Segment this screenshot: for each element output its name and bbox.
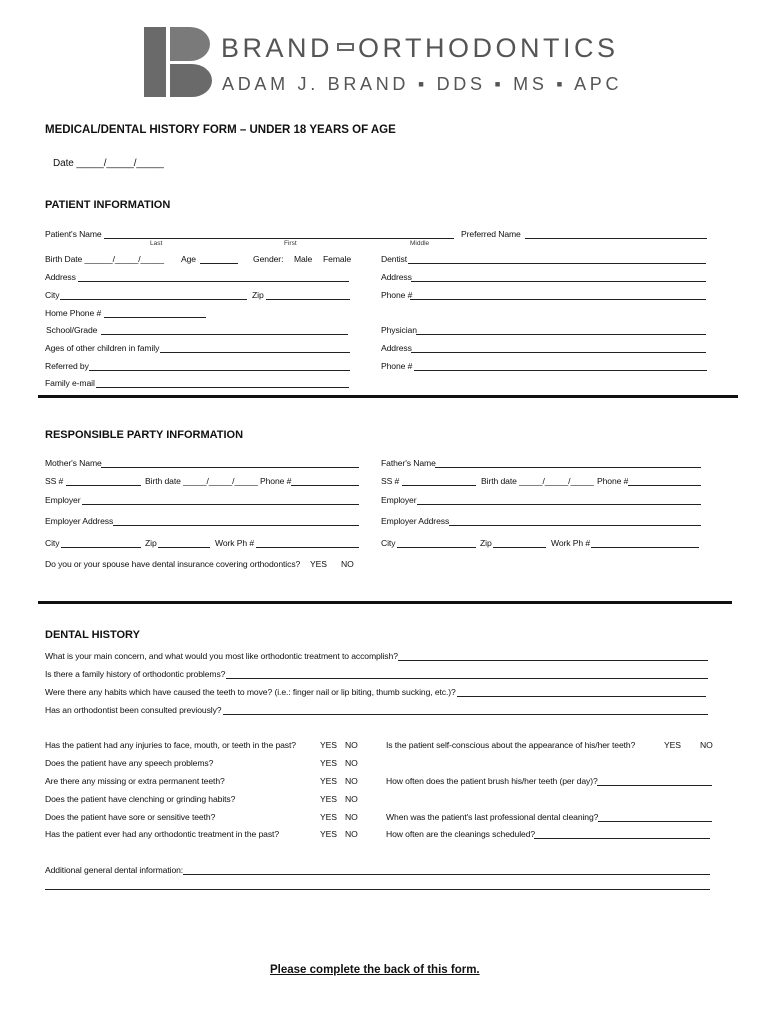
dental-q2-line[interactable] — [226, 678, 708, 679]
insurance-question: Do you or your spouse have dental insurance covering orthodontics? — [45, 559, 301, 569]
left-question: Does the patient have any speech problems? — [45, 758, 214, 768]
left-q1-yes[interactable]: YES — [320, 740, 337, 750]
right-question-brush: How often does the patient brush his/her teeth (per day)? — [386, 776, 598, 786]
additional-info-label: Additional general dental information: — [45, 865, 184, 875]
father-work-ph-line[interactable] — [591, 547, 699, 548]
left-q4-no[interactable]: NO — [345, 794, 358, 804]
father-phone-line[interactable] — [628, 485, 701, 486]
address-line[interactable] — [78, 281, 349, 282]
dental-q4: Has an orthodontist been consulted previously? — [45, 705, 222, 715]
brush-line[interactable] — [597, 785, 712, 786]
brand-b-logo — [144, 27, 212, 97]
patient-name-line[interactable] — [104, 238, 454, 239]
left-q6-no[interactable]: NO — [345, 829, 358, 839]
physician-address-label: Address — [381, 343, 412, 353]
dentist-address-line[interactable] — [411, 281, 706, 282]
left-q5-no[interactable]: NO — [345, 812, 358, 822]
father-zip-label: Zip — [480, 538, 492, 548]
left-question: Does the patient have clenching or grinding habits? — [45, 794, 236, 804]
left-q6-yes[interactable]: YES — [320, 829, 337, 839]
mother-employer-label: Employer — [45, 495, 81, 505]
date-field[interactable]: Date _____/_____/_____ — [53, 158, 164, 169]
mother-city-line[interactable] — [61, 547, 141, 548]
father-employer-label: Employer — [381, 495, 417, 505]
right-q1-no[interactable]: NO — [700, 740, 713, 750]
father-city-line[interactable] — [397, 547, 476, 548]
mother-employer-address-line[interactable] — [113, 525, 359, 526]
mother-phone-line[interactable] — [291, 485, 359, 486]
left-q1-no[interactable]: NO — [345, 740, 358, 750]
referred-label: Referred by — [45, 361, 89, 371]
right-question-cleaning-schedule: How often are the cleanings scheduled? — [386, 829, 536, 839]
mother-city-label: City — [45, 538, 60, 548]
father-employer-line[interactable] — [417, 504, 701, 505]
left-question: Are there any missing or extra permanent teeth? — [45, 776, 225, 786]
mother-birthdate[interactable]: Birth date _____/_____/_____ — [145, 476, 258, 486]
family-email-line[interactable] — [96, 387, 349, 388]
dental-q2: Is there a family history of orthodontic problems? — [45, 669, 226, 679]
left-question: Has the patient ever had any orthodontic treatment in the past? — [45, 829, 279, 839]
father-ss-line[interactable] — [402, 485, 476, 486]
dental-q1: What is your main concern, and what would you most like orthodontic treatment to accomplish? — [45, 651, 398, 661]
father-name-label: Father's Name — [381, 458, 436, 468]
age-line[interactable] — [200, 263, 238, 264]
right-q1-yes[interactable]: YES — [664, 740, 681, 750]
father-zip-line[interactable] — [493, 547, 546, 548]
mother-ss-line[interactable] — [66, 485, 141, 486]
dental-q3: Were there any habits which have caused the teeth to move? (i.e.: finger nail or lip biting, thumb sucking, etc.)? — [45, 687, 456, 697]
left-q2-yes[interactable]: YES — [320, 758, 337, 768]
responsible-heading: RESPONSIBLE PARTY INFORMATION — [45, 429, 244, 441]
section-divider — [38, 395, 738, 398]
physician-phone-label: Phone # — [381, 361, 413, 371]
right-question-self-conscious: Is the patient self-conscious about the appearance of his/her teeth? — [386, 740, 636, 750]
name-sub-last: Last — [150, 240, 163, 247]
left-q3-yes[interactable]: YES — [320, 776, 337, 786]
physician-phone-line[interactable] — [414, 370, 707, 371]
name-sub-middle: Middle — [410, 240, 430, 247]
left-q4-yes[interactable]: YES — [320, 794, 337, 804]
age-label: Age — [181, 254, 196, 264]
dentist-line[interactable] — [408, 263, 706, 264]
physician-address-line[interactable] — [411, 352, 706, 353]
physician-line[interactable] — [416, 334, 706, 335]
form-title: MEDICAL/DENTAL HISTORY FORM – UNDER 18 YEARS OF AGE — [45, 124, 396, 136]
insurance-yes[interactable]: YES — [310, 559, 327, 569]
mother-zip-label: Zip — [145, 538, 157, 548]
dental-q4-line[interactable] — [223, 714, 708, 715]
father-birthdate[interactable]: Birth date _____/_____/_____ — [481, 476, 594, 486]
address-label: Address — [45, 272, 76, 282]
left-q2-no[interactable]: NO — [345, 758, 358, 768]
gender-male[interactable]: Male — [294, 254, 313, 264]
dental-q3-line[interactable] — [457, 696, 706, 697]
name-sub-first: First — [284, 240, 297, 247]
mother-name-label: Mother's Name — [45, 458, 102, 468]
mother-name-line[interactable] — [101, 467, 359, 468]
brand-title: BRAND ORTHODONTICS — [221, 33, 619, 63]
father-city-label: City — [381, 538, 396, 548]
gender-female[interactable]: Female — [323, 254, 352, 264]
cleaning-schedule-line[interactable] — [534, 838, 710, 839]
father-employer-address-line[interactable] — [449, 525, 701, 526]
school-label: School/Grade — [46, 325, 98, 335]
referred-line[interactable] — [89, 370, 350, 371]
zip-line[interactable] — [266, 299, 350, 300]
additional-info-line-2[interactable] — [45, 889, 710, 890]
brand-subtitle: ADAM J. BRAND ▪ DDS ▪ MS ▪ APC — [222, 74, 623, 94]
left-question: Has the patient had any injuries to face, mouth, or teeth in the past? — [45, 740, 296, 750]
father-work-ph-label: Work Ph # — [551, 538, 591, 548]
zip-label: Zip — [252, 290, 264, 300]
mother-work-ph-line[interactable] — [256, 547, 359, 548]
dental-history-heading: DENTAL HISTORY — [45, 629, 140, 641]
left-q5-yes[interactable]: YES — [320, 812, 337, 822]
dental-q1-line[interactable] — [398, 660, 708, 661]
city-line[interactable] — [60, 299, 247, 300]
patient-name-label: Patient's Name — [45, 229, 102, 239]
family-email-label: Family e-mail — [45, 378, 95, 388]
mother-employer-address-label: Employer Address — [45, 516, 114, 526]
mother-work-ph-label: Work Ph # — [215, 538, 255, 548]
father-ss-label: SS # — [381, 476, 400, 486]
preferred-name-line[interactable] — [525, 238, 707, 239]
ages-children-label: Ages of other children in family — [45, 343, 160, 353]
school-line[interactable] — [101, 334, 348, 335]
dentist-address-label: Address — [381, 272, 412, 282]
mother-phone-label: Phone # — [260, 476, 292, 486]
preferred-name-label: Preferred Name — [461, 229, 521, 239]
gender-label: Gender: — [253, 254, 284, 264]
left-q3-no[interactable]: NO — [345, 776, 358, 786]
physician-label: Physician — [381, 325, 417, 335]
section-divider-2 — [38, 601, 732, 604]
left-question: Does the patient have sore or sensitive teeth? — [45, 812, 216, 822]
additional-info-line-1[interactable] — [183, 874, 710, 875]
home-phone-label: Home Phone # — [45, 308, 102, 318]
mother-ss-label: SS # — [45, 476, 64, 486]
footer-note: Please complete the back of this form. — [270, 964, 480, 976]
cleaning-line[interactable] — [598, 821, 712, 822]
patient-info-heading: PATIENT INFORMATION — [45, 199, 171, 211]
mother-zip-line[interactable] — [158, 547, 210, 548]
birth-date-label[interactable]: Birth Date ______/_____/_____ — [45, 254, 164, 264]
insurance-no[interactable]: NO — [341, 559, 354, 569]
father-phone-label: Phone # — [597, 476, 629, 486]
city-label: City — [45, 290, 60, 300]
ages-children-line[interactable] — [160, 352, 350, 353]
home-phone-line[interactable] — [104, 317, 206, 318]
father-employer-address-label: Employer Address — [381, 516, 450, 526]
right-question-cleaning: When was the patient's last professional dental cleaning? — [386, 812, 599, 822]
mother-employer-line[interactable] — [82, 504, 359, 505]
dentist-label: Dentist — [381, 254, 408, 264]
dentist-phone-label: Phone # — [381, 290, 413, 300]
dentist-phone-line[interactable] — [410, 299, 706, 300]
father-name-line[interactable] — [435, 467, 701, 468]
